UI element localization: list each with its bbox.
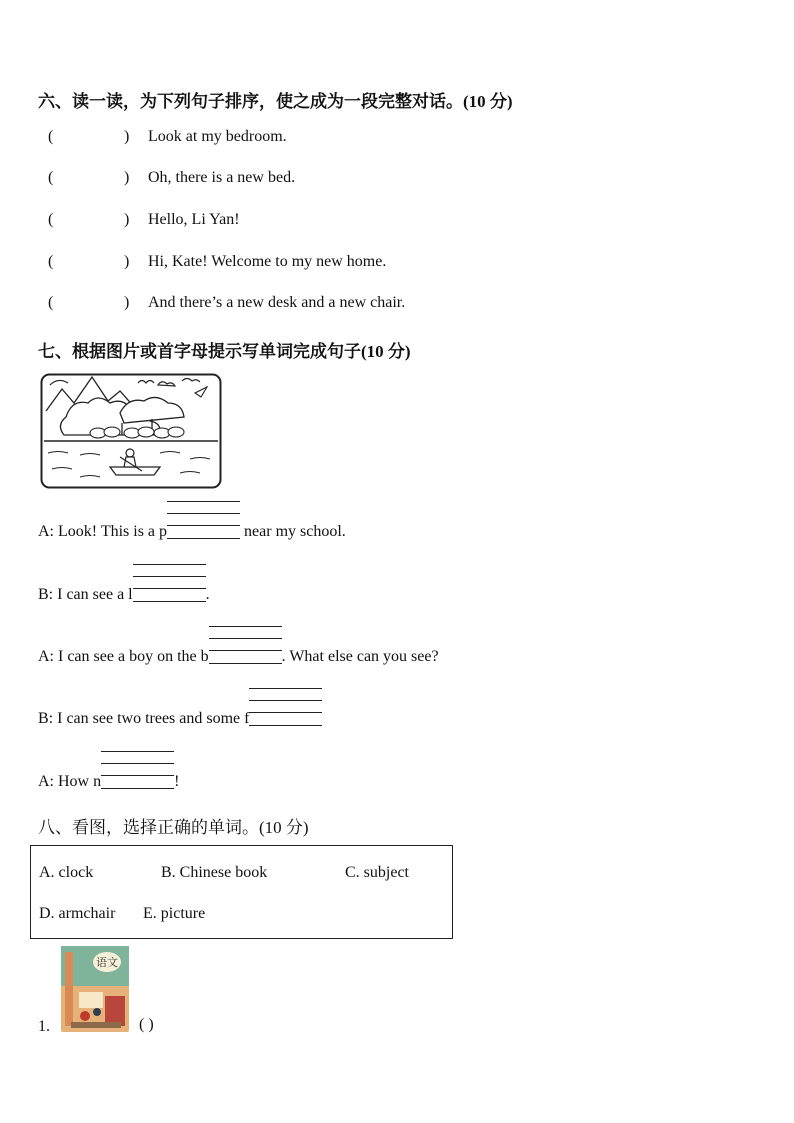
paren-close: ) [124,169,130,186]
park-picture [40,373,222,489]
paren-close: ) [124,211,130,228]
option-a: A. clock [39,864,94,881]
paren-close: ) [124,253,130,270]
section-8-title: 八、看图，选择正确的单词。(10 分) [38,818,309,837]
order-item [40,294,640,318]
fill-sentence [38,710,322,728]
sentence-suffix: . What else can you see? [281,648,439,665]
order-item [40,128,640,152]
fill-sentence [38,586,210,604]
sentence-suffix: . [205,586,210,603]
paren-open: ( [48,294,54,311]
order-item [40,253,640,277]
answer-blank[interactable] [133,586,206,604]
option-b: B. Chinese book [161,864,268,881]
option-e: E. picture [143,905,206,922]
sentence: And there’s a new desk and a new chair. [148,294,406,311]
paren-close: ) [124,294,130,311]
order-item [40,211,640,235]
sentence: Oh, there is a new bed. [148,169,296,186]
answer-paren[interactable]: ( ) [139,1016,154,1033]
paren-open: ( [48,253,54,270]
paren-close: ) [124,128,130,145]
option-d: D. armchair [39,905,116,922]
paren-open: ( [48,128,54,145]
answer-blank[interactable] [209,648,282,666]
question-number: 1. [38,1018,50,1035]
order-item [40,169,640,193]
section-6-title: 六、读一读，为下列句子排序，使之成为一段完整对话。(10 分) [38,92,513,111]
sentence-prefix: B: I can see a l [38,586,133,603]
sentence-prefix: B: I can see two trees and some f [38,710,250,727]
sentence-suffix: near my school. [240,523,346,540]
answer-blank[interactable] [167,523,240,541]
answer-blank[interactable] [101,773,174,791]
answer-blank[interactable] [249,710,322,728]
book-title: 语文 [96,956,118,969]
word-bank-box [30,845,453,939]
paren-open: ( [48,169,54,186]
fill-sentence [38,648,439,666]
sentence: Look at my bedroom. [148,128,287,145]
sentence-prefix: A: How n [38,773,102,790]
section-7-title: 七、根据图片或首字母提示写单词完成句子(10 分) [38,342,411,361]
chinese-book-picture [61,946,129,1032]
sentence-prefix: A: Look! This is a p [38,523,168,540]
fill-sentence [38,523,346,541]
fill-sentence [38,773,179,791]
sentence-suffix: ! [174,773,180,790]
sentence: Hi, Kate! Welcome to my new home. [148,253,387,270]
sentence-prefix: A: I can see a boy on the b [38,648,209,665]
sentence: Hello, Li Yan! [148,211,240,228]
option-c: C. subject [345,864,409,881]
paren-open: ( [48,211,54,228]
